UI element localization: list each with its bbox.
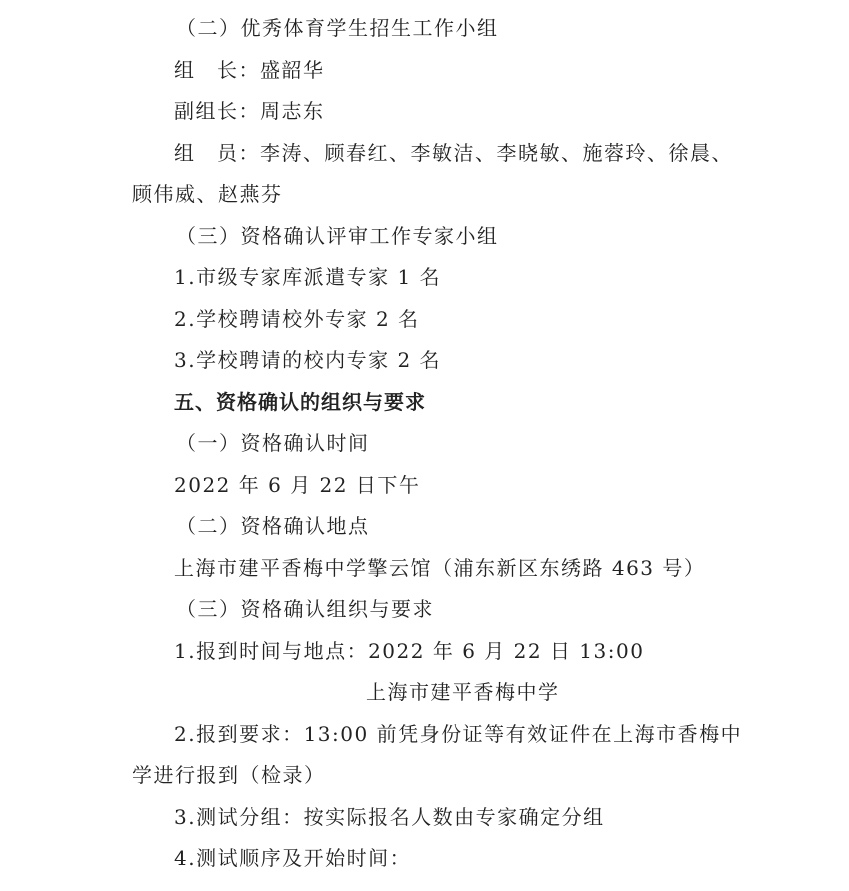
list-item: 1.报到时间与地点：2022 年 6 月 22 日 13:00 [174, 639, 645, 663]
chapter-heading: 五、资格确认的组织与要求 [174, 390, 426, 414]
paragraph-line: 顾伟威、赵燕芬 [132, 182, 283, 206]
list-item: 4.测试顺序及开始时间： [174, 846, 412, 870]
section-heading: （一）资格确认时间 [176, 431, 370, 455]
list-item: 1.市级专家库派遣专家 1 名 [174, 265, 442, 289]
paragraph-line: 上海市建平香梅中学擎云馆（浦东新区东绣路 463 号） [174, 556, 706, 580]
paragraph-line: 副组长：周志东 [174, 99, 325, 123]
paragraph-line: 学进行报到（检录） [132, 763, 326, 787]
list-item: 2.报到要求：13:00 前凭身份证等有效证件在上海市香梅中 [174, 722, 743, 746]
list-item: 3.测试分组：按实际报名人数由专家确定分组 [174, 805, 605, 829]
list-item: 3.学校聘请的校内专家 2 名 [174, 348, 442, 372]
paragraph-line: 组 长：盛韶华 [174, 58, 325, 82]
paragraph-line: 组 员：李涛、顾春红、李敏洁、李晓敏、施蓉玲、徐晨、 [174, 141, 733, 165]
section-heading: （二）资格确认地点 [176, 514, 370, 538]
paragraph-line: 2022 年 6 月 22 日下午 [174, 473, 421, 497]
section-heading: （二）优秀体育学生招生工作小组 [176, 16, 499, 40]
list-item: 2.学校聘请校外专家 2 名 [174, 307, 420, 331]
section-heading: （三）资格确认组织与要求 [176, 597, 434, 621]
paragraph-line: 上海市建平香梅中学 [366, 680, 560, 704]
section-heading: （三）资格确认评审工作专家小组 [176, 224, 499, 248]
